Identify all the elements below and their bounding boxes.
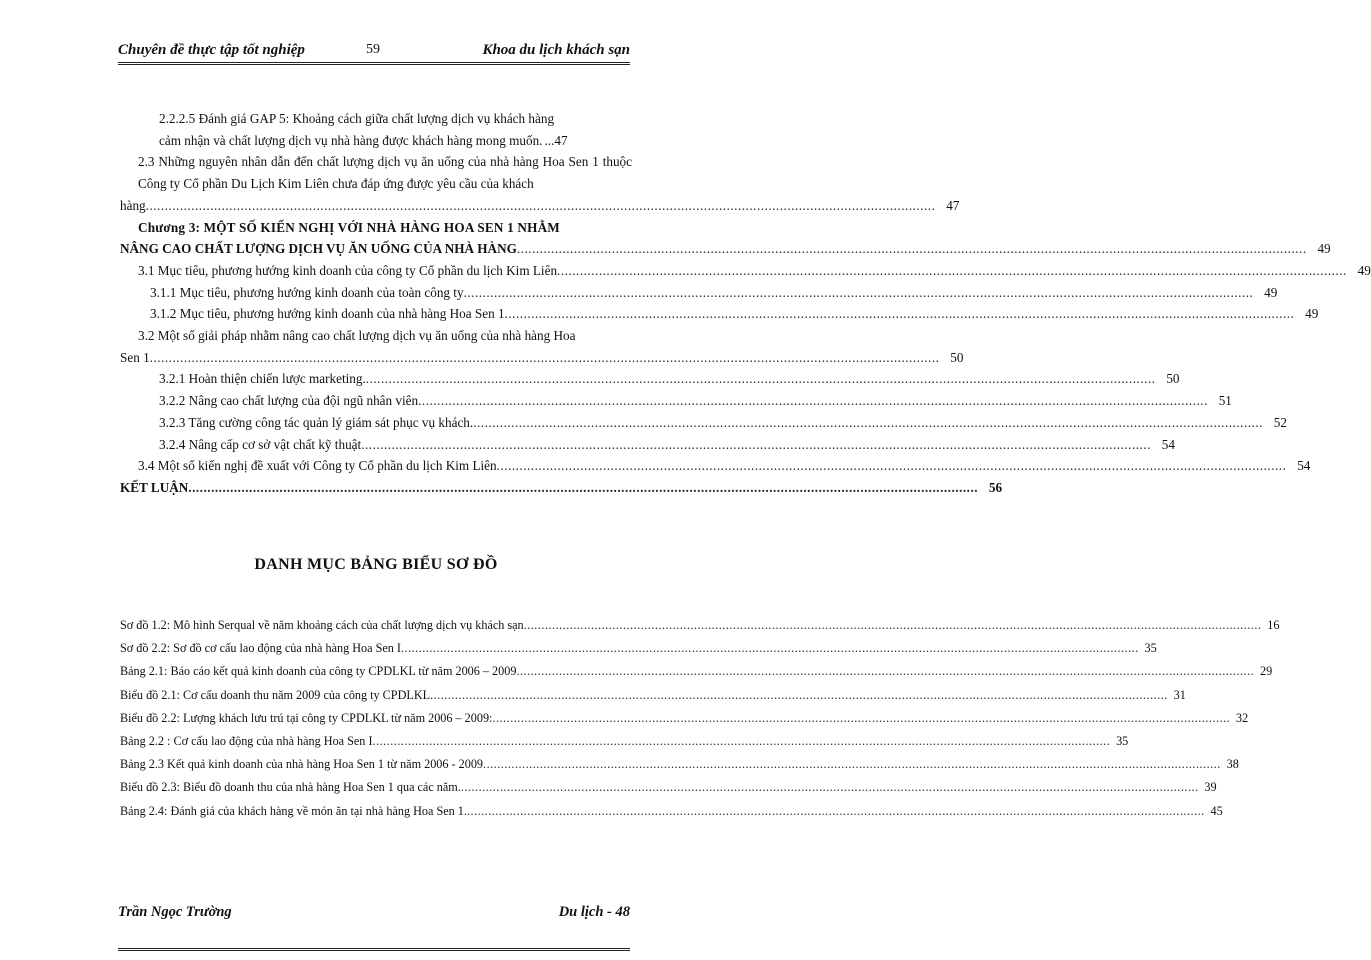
toc-page: 51 <box>1218 393 1232 409</box>
header-faculty: Khoa du lịch khách sạn <box>482 42 630 58</box>
toc-entry-3-4[interactable]: 3.4 Một số kiến nghị đề xuất với Công ty Cổ phần du lịch Kim Liên ..... 54 <box>120 455 632 477</box>
page-footer <box>118 904 630 926</box>
footer-author: Trần Ngọc Trường <box>118 904 232 920</box>
toc-page: 49 <box>1357 262 1371 278</box>
toc-entry-3-2[interactable]: 3.2 Một số giải pháp nhằm nâng cao chất lượng dịch vụ ăn uống của nhà hàng Hoa <box>138 328 576 344</box>
toc-entry-3-1[interactable]: 3.1 Mục tiêu, phương hướng kinh doanh của công ty Cổ phần du lịch Kim Liên ..... 49 <box>120 260 632 282</box>
figure-entry[interactable]: Bảng 2.3 Kết quả kinh doanh của nhà hàng Hoa Sen 1 từ năm 2006 - 2009 ..... 38 <box>120 753 632 776</box>
header-page-number: 59 <box>366 42 380 57</box>
toc-page: ...47 <box>544 132 568 148</box>
toc-page: 49 <box>1264 284 1278 300</box>
table-of-contents <box>120 108 1371 499</box>
toc-page: 47 <box>946 197 960 213</box>
figure-entry[interactable]: Bảng 2.1: Báo cáo kết quả kinh doanh của công ty CPDLKL từ năm 2006 – 2009 ..... 29 <box>120 660 632 683</box>
figure-entry[interactable]: Bảng 2.2 : Cơ cấu lao động của nhà hàng Hoa Sen I ..... 35 <box>120 730 632 753</box>
toc-page: 50 <box>950 349 964 365</box>
toc-entry-conclusion[interactable]: KẾT LUẬN ..... 56 <box>120 477 632 499</box>
toc-entry-2-3-cont[interactable]: hàng ..... 47 <box>120 195 632 217</box>
toc-entry-2-2-2-5-cont[interactable]: cảm nhận và chất lượng dịch vụ nhà hàng được khách hàng mong muốn. ...47 <box>120 130 632 152</box>
toc-entry-2-3[interactable]: 2.3 Những nguyên nhân dẫn đến chất lượng dịch vụ ăn uống của nhà hàng Hoa Sen 1 thuộc Công ty Cổ phần Du Lịch Kim Liên chưa đáp ứng được yêu cầu của khách <box>138 154 632 192</box>
footer-department-page: Du lịch - 48 <box>558 904 630 920</box>
figure-entry[interactable]: Biểu đồ 2.3: Biểu đồ doanh thu của nhà hàng Hoa Sen 1 qua các năm. ..... 39 <box>120 776 632 799</box>
toc-entry-3-1-2[interactable]: 3.1.2 Mục tiêu, phương hướng kinh doanh của nhà hàng Hoa Sen 1 ..... 49 <box>120 303 632 325</box>
toc-page: 49 <box>1317 241 1331 257</box>
toc-entry-chapter-3-cont[interactable]: NÂNG CAO CHẤT LƯỢNG DỊCH VỤ ĂN UỐNG CỦA NHÀ HÀNG ..... 49 <box>120 238 632 260</box>
toc-page: 50 <box>1166 371 1180 387</box>
toc-entry-3-2-4[interactable]: 3.2.4 Nâng cấp cơ sở vật chất kỹ thuật ..... 54 <box>120 434 632 456</box>
toc-entry-3-1-1[interactable]: 3.1.1 Mục tiêu, phương hướng kinh doanh của toàn công ty ..... 49 <box>120 282 632 304</box>
header-report-title: Chuyên đề thực tập tốt nghiệp <box>118 42 305 58</box>
figure-entry[interactable]: Biểu đồ 2.1: Cơ cấu doanh thu năm 2009 của công ty CPDLKL ..... 31 <box>120 684 632 707</box>
figure-entry[interactable]: Biểu đồ 2.2: Lượng khách lưu trú tại công ty CPDLKL từ năm 2006 – 2009: ..... 32 <box>120 707 632 730</box>
toc-page: 52 <box>1273 414 1287 430</box>
toc-entry-3-2-cont[interactable]: Sen 1 ..... 50 <box>120 347 632 369</box>
toc-entry-chapter-3[interactable]: Chương 3: MỘT SỐ KIẾN NGHỊ VỚI NHÀ HÀNG HOA SEN 1 NHẰM <box>138 219 560 235</box>
toc-entry-3-2-2[interactable]: 3.2.2 Nâng cao chất lượng của đội ngũ nhân viên ..... 51 <box>120 390 632 412</box>
toc-entry-2-2-2-5[interactable]: 2.2.2.5 Đánh giá GAP 5: Khoảng cách giữa chất lượng dịch vụ khách hàng <box>159 111 555 126</box>
toc-page: 49 <box>1305 306 1319 322</box>
list-of-figures <box>120 614 1280 823</box>
toc-page: 56 <box>988 479 1003 495</box>
page-header <box>118 40 630 65</box>
figure-entry[interactable]: Sơ đồ 1.2: Mô hình Serqual về năm khoảng cách của chất lượng dịch vụ khách sạn ..... 16 <box>120 614 632 637</box>
toc-entry-3-2-3[interactable]: 3.2.3 Tăng cường công tác quản lý giám sát phục vụ khách. ..... 52 <box>120 412 632 434</box>
figure-entry[interactable]: Bảng 2.4: Đánh giá của khách hàng về món ăn tại nhà hàng Hoa Sen 1. ..... 45 <box>120 800 632 823</box>
toc-entry-3-2-1[interactable]: 3.2.1 Hoàn thiện chiến lược marketing. ..... 50 <box>120 368 632 390</box>
toc-page: 54 <box>1161 436 1175 452</box>
list-of-figures-title: DANH MỤC BẢNG BIỂU SƠ ĐỒ <box>254 556 498 573</box>
figure-entry[interactable]: Sơ đồ 2.2: Sơ đồ cơ cấu lao động của nhà hàng Hoa Sen I ..... 35 <box>120 637 632 660</box>
footer-divider <box>118 948 630 956</box>
toc-page: 54 <box>1297 458 1311 474</box>
